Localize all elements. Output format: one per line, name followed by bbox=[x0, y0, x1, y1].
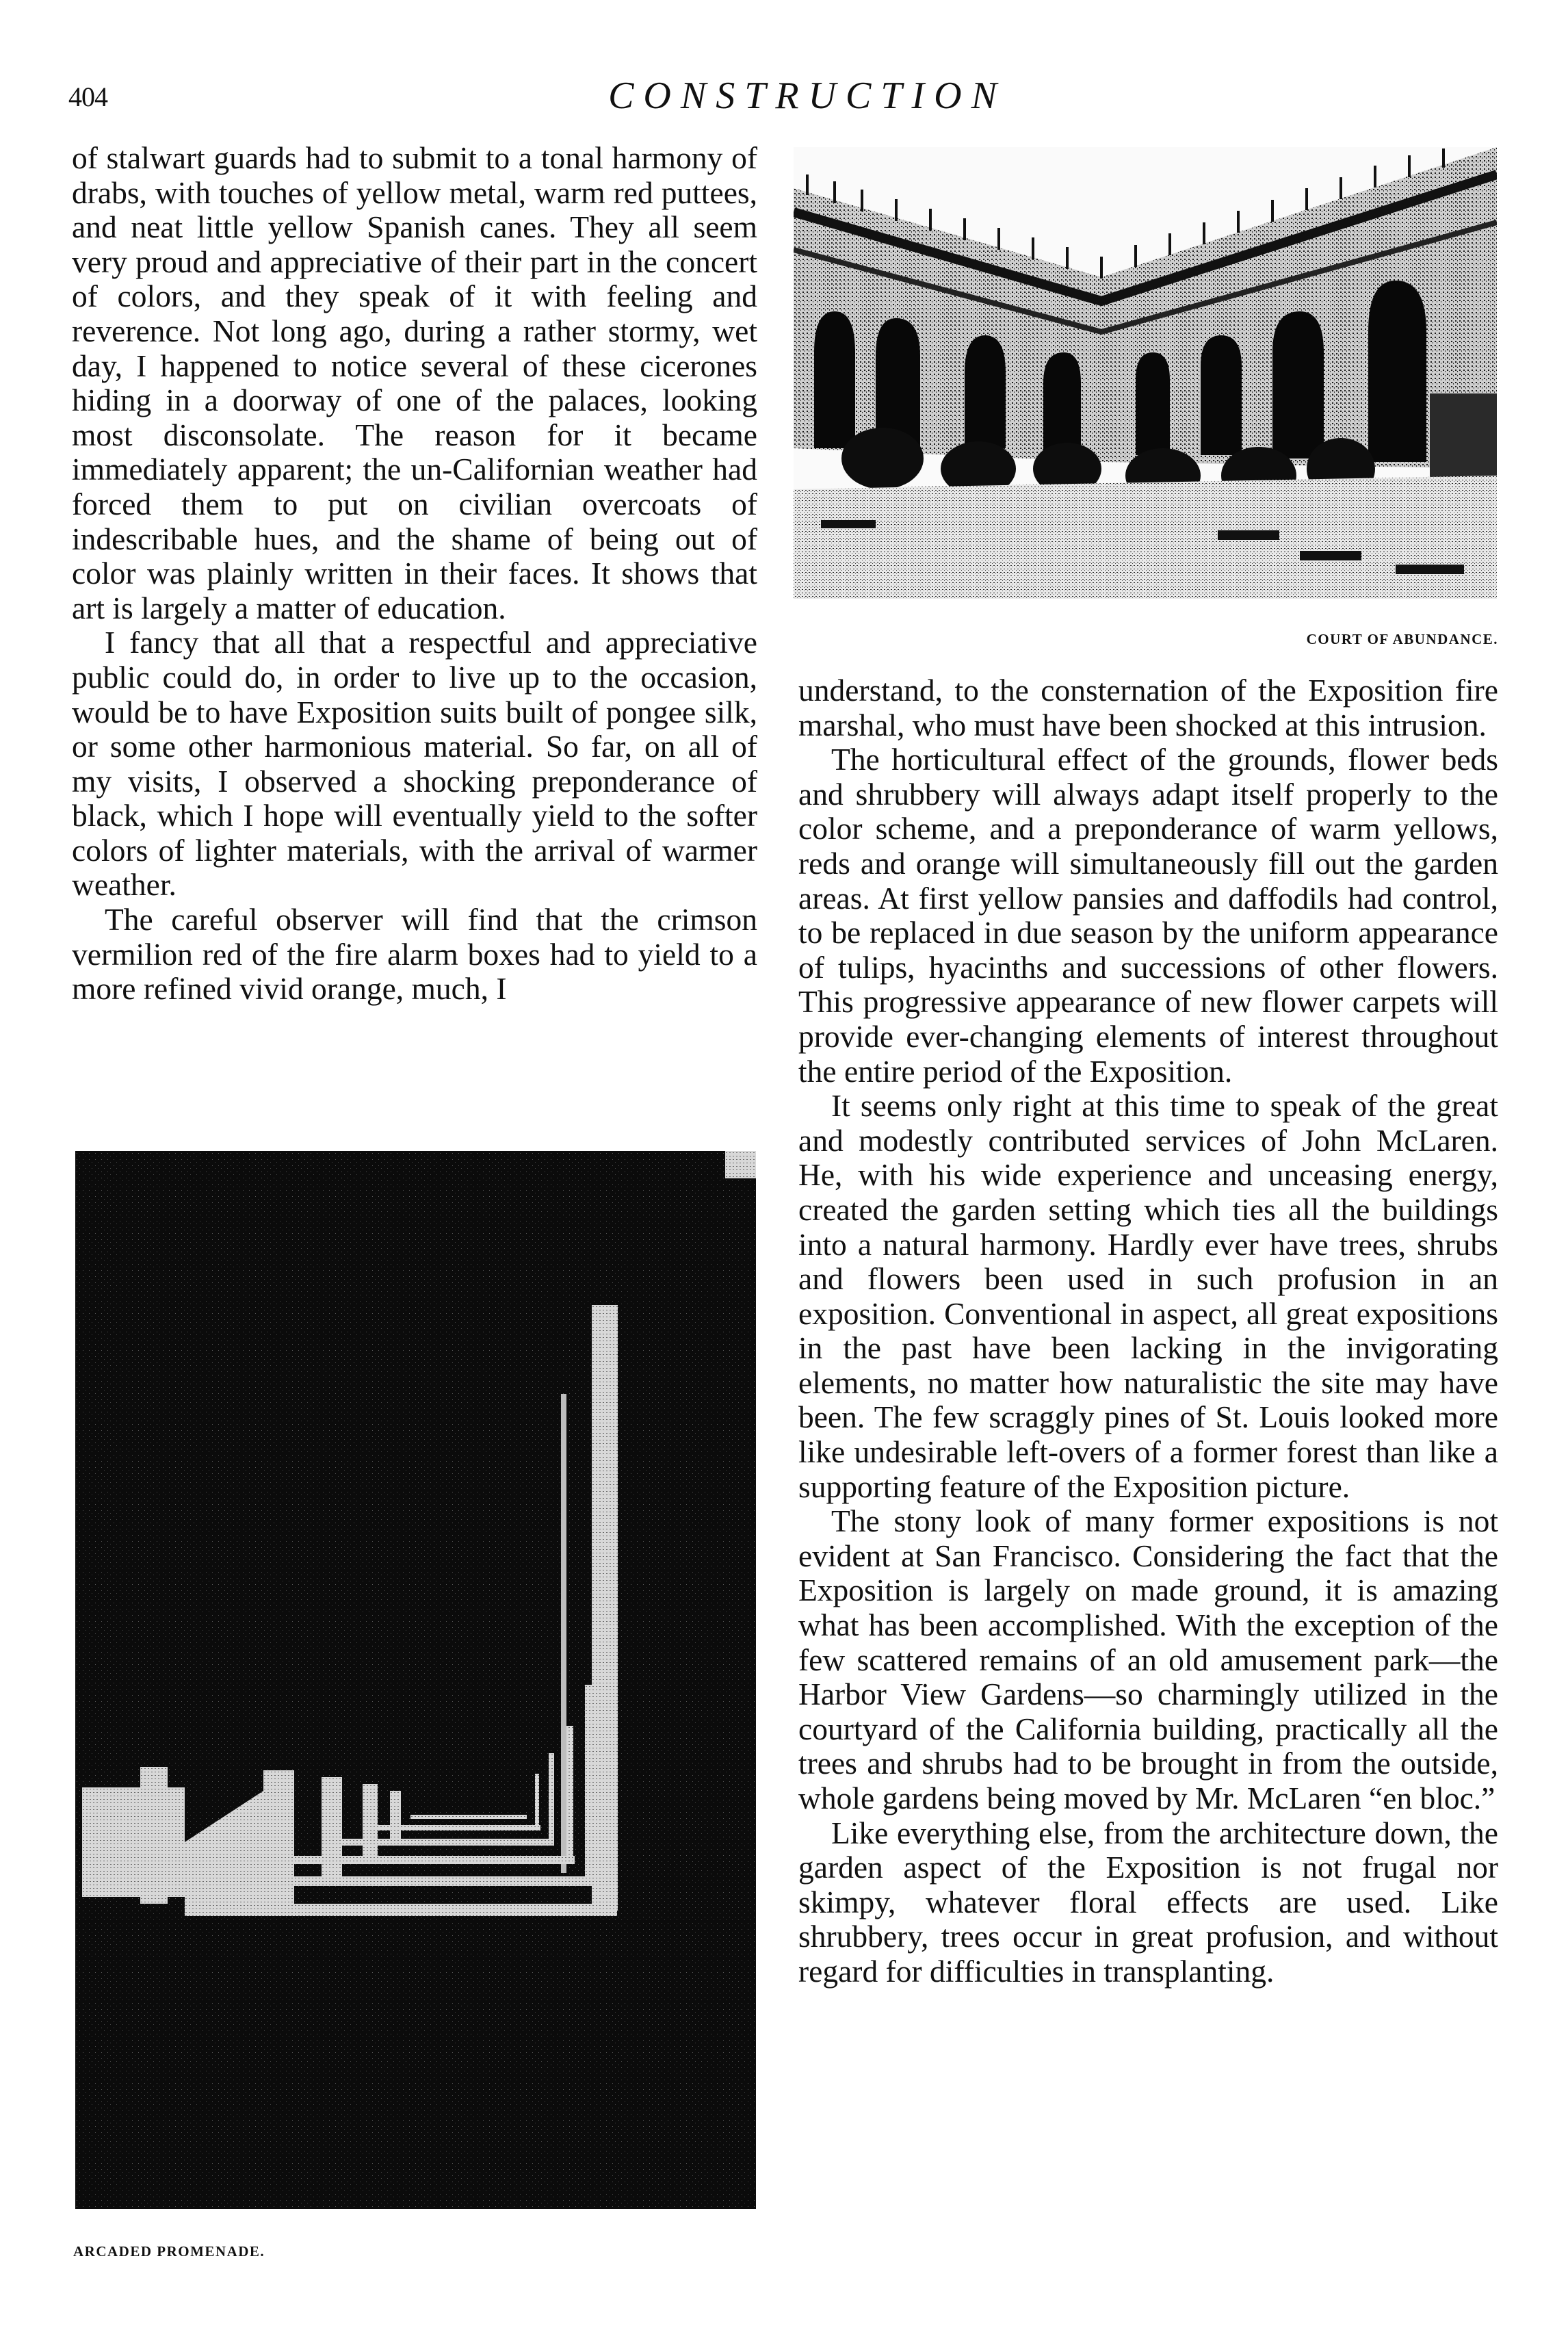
paragraph: The horticultural effect of the grounds, flower beds and shrubbery will always adapt itself properly to the color scheme, and a preponderance of warm yellows, reds and orange will simultaneously fill out the garden areas. At first yellow pansies and daffodils had control, to be replaced in due season by the uniform appearance of tulips, hyacinths and successions of other flowers. This progressive appearance of new flower carpets will provide ever-changing elements of interest throughout the entire period of the Exposition. bbox=[798, 742, 1498, 1089]
paragraph: understand, to the consternation of the Exposition fire marshal, who must have been shocked at this intrusion. bbox=[798, 673, 1498, 742]
arcaded-promenade-photo bbox=[75, 1151, 756, 2209]
arcade-illustration bbox=[75, 1151, 756, 2209]
paragraph: The careful observer will find that the crimson vermilion red of the fire alarm boxes had to yield to a more refined vivid orange, much, I bbox=[72, 902, 757, 1007]
left-column bbox=[72, 141, 757, 1007]
paragraph: The stony look of many former expositions is not evident at San Francisco. Considering the fact that the Exposition is largely on made ground, it is amazing what has been accomplished. With the exception of the few scattered remains of an old amusement park—the Harbor View Gardens—so charmingly utilized in the courtyard of the California building, practically all the trees and shrubs had to be brought in from the outside, whole gardens being moved by Mr. McLaren “en bloc.” bbox=[798, 1503, 1498, 1815]
court-of-abundance-photo bbox=[794, 147, 1497, 599]
paragraph: of stalwart guards had to submit to a tonal harmony of drabs, with touches of yellow metal, warm red puttees, and neat little yellow Spanish canes. They all seem very proud and appreciative of their part in the concert of colors, and they speak of it with feeling and reverence. Not long ago, during a rather stormy, wet day, I happened to notice several of these cicerones hiding in a doorway of one of the palaces, looking most disconsolate. The reason for it became immediately apparent; the un-Californian weather had forced them to put on civilian overcoats of indescribable hues, and the shame of being out of color was plainly written in their faces. It shows that art is largely a matter of education. bbox=[72, 140, 757, 625]
running-title: CONSTRUCTION bbox=[608, 75, 1006, 117]
paragraph: It seems only right at this time to speak of the great and modestly contributed services of John McLaren. He, with his wide experience and unceasing energy, created the garden setting which ties all the buildings into a natural harmony. Hardly ever have trees, shrubs and flowers been used in such profusion in an exposition. Conventional in aspect, all great expositions in the past have been lacking in the invigorating elements, no matter how naturalistic the site may have been. The few scraggly pines of St. Louis looked more like undesirable left-overs of a former forest than like a supporting feature of the Exposition picture. bbox=[798, 1088, 1498, 1504]
right-column bbox=[798, 673, 1498, 1989]
courtyard-illustration bbox=[794, 147, 1497, 599]
paragraph: Like everything else, from the architecture down, the garden aspect of the Exposition is not frugal nor skimpy, whatever floral effects are used. Like shrubbery, trees occur in great profusion, and without regard for difficulties in transplanting. bbox=[798, 1815, 1498, 1989]
figure-caption-arcaded-promenade: ARCADED PROMENADE. bbox=[73, 2243, 265, 2260]
page-number: 404 bbox=[68, 81, 107, 112]
figure-caption-court-of-abundance: COURT OF ABUNDANCE. bbox=[1306, 631, 1498, 647]
paragraph: I fancy that all that a respectful and appreciative public could do, in order to live up to the occasion, would be to have Exposition suits built of pongee silk, or some other harmonious material. So far, on all of my visits, I observed a shocking preponderance of black, which I hope will eventually yield to the softer colors of lighter materials, with the arrival of warmer weather. bbox=[72, 625, 757, 903]
